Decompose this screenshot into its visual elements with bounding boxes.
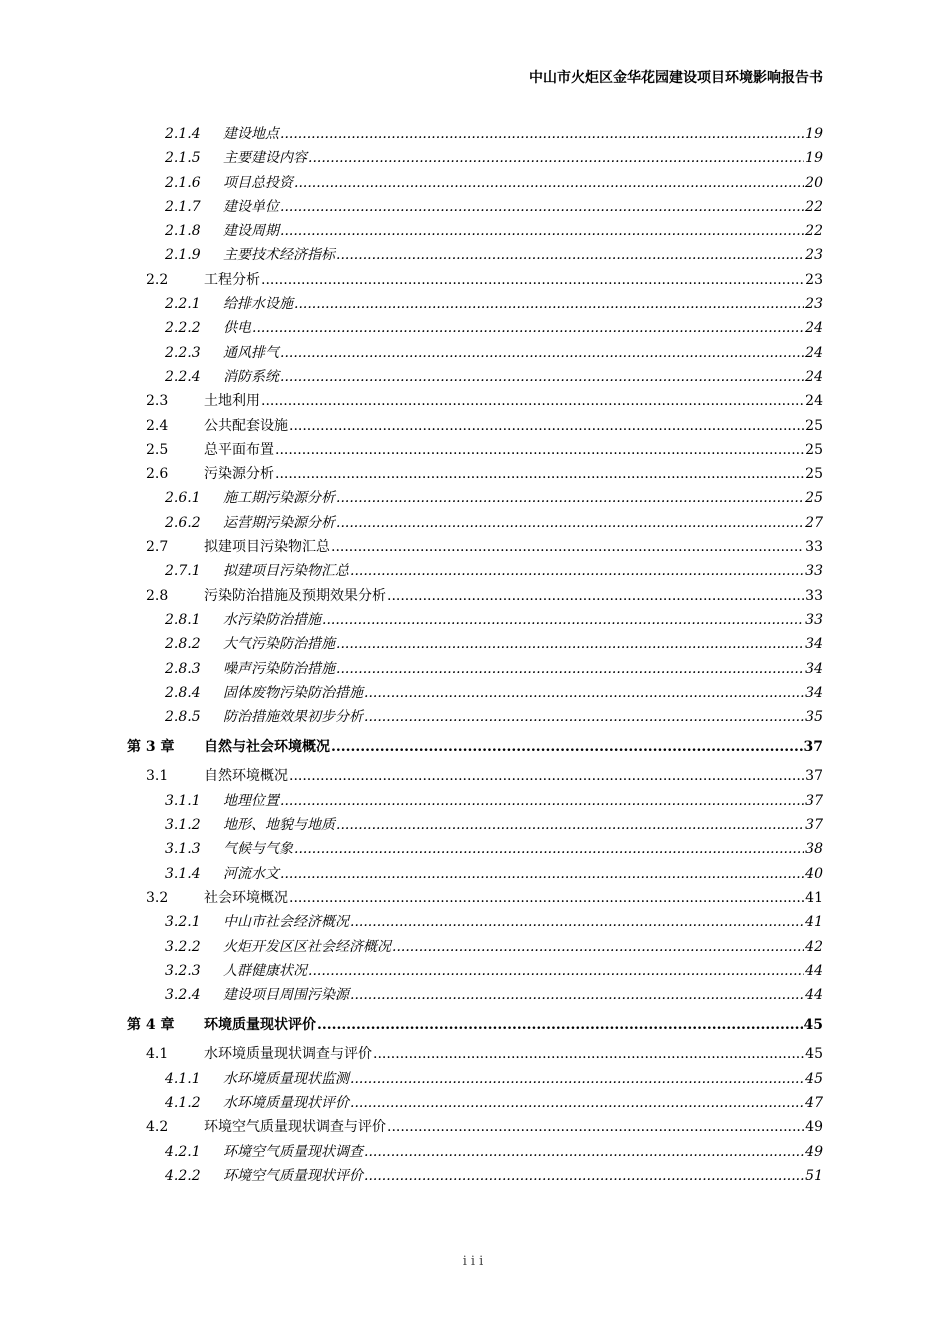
toc-entry-page: 24 [805, 320, 823, 337]
toc-entry-page: 45 [805, 1070, 823, 1087]
toc-entry-title: 固体废物污染防治措施 [223, 684, 363, 701]
toc-entry-title: 地形、地貌与地质 [223, 817, 335, 834]
toc-leader-dots [364, 705, 804, 729]
toc-leader-dots [336, 511, 804, 535]
toc-entry[interactable] [127, 1115, 823, 1139]
toc-entry-page: 37 [803, 739, 823, 756]
toc-entry-title: 社会环境概况 [204, 889, 288, 906]
toc-entry-number: 2.1.5 [165, 150, 201, 167]
toc-entry-page: 19 [805, 126, 823, 142]
toc-leader-dots [373, 1042, 804, 1066]
toc-entry[interactable] [127, 608, 823, 632]
toc-entry-page: 40 [805, 865, 823, 882]
toc-entry[interactable] [127, 813, 823, 837]
toc-entry[interactable] [127, 789, 823, 813]
toc-entry-number: 2.6.1 [165, 490, 201, 507]
toc-entry-title: 地理位置 [223, 792, 279, 809]
toc-entry-title: 中山市社会经济概况 [223, 914, 349, 931]
toc-entry-number: 2.6.2 [165, 514, 201, 531]
toc-leader-dots [280, 341, 804, 365]
toc-entry-title: 水环境质量现状调查与评价 [204, 1046, 372, 1063]
toc-entry-title: 噪声污染防治措施 [223, 660, 335, 677]
toc-leader-dots [387, 1115, 804, 1139]
toc-entry-title: 土地利用 [204, 393, 260, 410]
toc-entry-title: 防治措施效果初步分析 [223, 709, 363, 726]
toc-leader-dots [280, 365, 804, 389]
toc-entry[interactable] [127, 935, 823, 959]
toc-entry[interactable] [127, 389, 823, 413]
toc-entry-page: 49 [805, 1143, 823, 1160]
toc-entry-page: 37 [805, 792, 823, 809]
toc-entry[interactable] [127, 1091, 823, 1115]
toc-leader-dots [350, 559, 804, 583]
toc-entry-page: 25 [805, 441, 823, 458]
toc-entry-title: 建设周期 [223, 223, 279, 240]
toc-entry[interactable] [127, 1140, 823, 1164]
toc-leader-dots [275, 438, 804, 462]
toc-leader-dots [336, 243, 804, 267]
toc-leader-dots [350, 1067, 804, 1091]
toc-entry-page: 23 [805, 271, 823, 288]
toc-entry[interactable] [127, 414, 823, 438]
toc-entry-number: 2.4 [146, 417, 169, 434]
toc-leader-dots [252, 316, 804, 340]
toc-entry-number: 3.1.1 [165, 792, 201, 809]
toc-entry-title: 通风排气 [223, 344, 279, 361]
toc-entry-page: 25 [805, 466, 823, 483]
table-of-contents [127, 122, 823, 1188]
toc-entry[interactable] [127, 1067, 823, 1091]
toc-entry-title: 环境质量现状评价 [204, 1017, 316, 1034]
toc-entry-number: 2.2.1 [165, 296, 201, 313]
toc-leader-dots [317, 1008, 803, 1042]
toc-entry-page: 19 [805, 150, 823, 167]
toc-entry-title: 气候与气象 [223, 841, 293, 858]
toc-entry[interactable] [127, 341, 823, 365]
toc-entry-page: 41 [805, 889, 823, 906]
toc-leader-dots [308, 959, 804, 983]
toc-entry[interactable] [127, 438, 823, 462]
toc-entry-page: 45 [805, 1046, 823, 1063]
toc-entry-number: 3.2.4 [165, 987, 201, 1004]
toc-entry-page: 24 [805, 368, 823, 385]
toc-leader-dots [387, 584, 804, 608]
toc-entry-title: 主要建设内容 [223, 150, 307, 167]
toc-leader-dots [350, 910, 804, 934]
toc-entry-title: 施工期污染源分析 [223, 490, 335, 507]
toc-leader-dots [364, 1164, 804, 1188]
toc-entry[interactable] [127, 535, 823, 559]
toc-entry-page: 51 [805, 1167, 823, 1184]
toc-leader-dots [336, 486, 804, 510]
toc-entry-number: 2.1.8 [165, 223, 201, 240]
page-header-title: 中山市火炬区金华花园建设项目环境影响报告书 [529, 70, 823, 86]
toc-entry-title: 拟建项目污染物汇总 [223, 563, 349, 580]
toc-entry-page: 20 [805, 174, 823, 191]
toc-entry-number: 3.2.2 [165, 938, 201, 955]
toc-entry[interactable] [127, 862, 823, 886]
toc-entry-number: 2.7.1 [165, 563, 201, 580]
toc-entry-number: 第 4 章 [127, 1017, 175, 1034]
toc-entry-number: 2.2 [146, 271, 169, 288]
toc-chapter-entry[interactable] [127, 1008, 823, 1042]
toc-entry-page: 44 [805, 987, 823, 1004]
toc-entry-title: 自然环境概况 [204, 768, 288, 785]
toc-entry[interactable] [127, 219, 823, 243]
toc-leader-dots [392, 935, 804, 959]
toc-entry[interactable] [127, 1042, 823, 1066]
toc-leader-dots [289, 886, 804, 910]
toc-chapter-entry[interactable] [127, 730, 823, 764]
toc-entry-number: 4.2 [146, 1119, 169, 1136]
toc-entry-title: 建设项目周围污染源 [223, 987, 349, 1004]
toc-entry-number: 3.2.1 [165, 914, 201, 931]
toc-entry-number: 2.8 [146, 587, 169, 604]
toc-entry-number: 2.2.3 [165, 344, 201, 361]
toc-entry-number: 2.2.2 [165, 320, 201, 337]
toc-entry-number: 3.2 [146, 889, 169, 906]
toc-entry-page: 41 [805, 914, 823, 931]
toc-entry-number: 4.1.1 [165, 1070, 201, 1087]
toc-entry-title: 项目总投资 [223, 174, 293, 191]
toc-entry-title: 供电 [223, 320, 251, 337]
toc-entry-page: 27 [805, 514, 823, 531]
toc-entry-number: 4.2.2 [165, 1167, 201, 1184]
toc-entry[interactable] [127, 959, 823, 983]
toc-entry-number: 2.8.4 [165, 684, 201, 701]
toc-leader-dots [294, 292, 804, 316]
toc-entry-title: 大气污染防治措施 [223, 636, 335, 653]
toc-entry-title: 拟建项目污染物汇总 [204, 539, 330, 556]
toc-leader-dots [280, 122, 804, 146]
toc-entry[interactable] [127, 365, 823, 389]
toc-leader-dots [331, 535, 804, 559]
toc-entry-number: 3.1 [146, 768, 169, 785]
page-number: iii [462, 1254, 488, 1269]
toc-entry-number: 2.8.2 [165, 636, 201, 653]
toc-leader-dots [280, 789, 804, 813]
toc-entry-title: 环境空气质量现状调查 [223, 1143, 363, 1160]
toc-entry[interactable] [127, 268, 823, 292]
toc-leader-dots [280, 862, 804, 886]
toc-entry-title: 消防系统 [223, 368, 279, 385]
toc-entry-title: 河流水文 [223, 865, 279, 882]
toc-leader-dots [261, 389, 804, 413]
toc-entry-title: 给排水设施 [223, 296, 293, 313]
toc-entry-number: 3.1.3 [165, 841, 201, 858]
toc-leader-dots [350, 1091, 804, 1115]
toc-entry-title: 工程分析 [204, 271, 260, 288]
toc-leader-dots [336, 632, 804, 656]
toc-entry-page: 34 [805, 684, 823, 701]
toc-entry-number: 4.1.2 [165, 1094, 201, 1111]
toc-leader-dots [275, 462, 804, 486]
toc-entry-page: 24 [805, 344, 823, 361]
toc-entry-page: 44 [805, 962, 823, 979]
toc-entry-title: 运营期污染源分析 [223, 514, 335, 531]
toc-leader-dots [289, 764, 804, 788]
toc-entry-title: 环境空气质量现状评价 [223, 1167, 363, 1184]
toc-entry-page: 42 [805, 938, 823, 955]
toc-entry-number: 2.1.4 [165, 126, 201, 142]
toc-entry-title: 公共配套设施 [204, 417, 288, 434]
toc-entry-page: 33 [805, 587, 823, 604]
toc-entry-number: 4.2.1 [165, 1143, 201, 1160]
toc-entry-number: 3.2.3 [165, 962, 201, 979]
toc-entry-page: 33 [805, 563, 823, 580]
toc-entry-number: 2.8.5 [165, 709, 201, 726]
toc-leader-dots [336, 657, 804, 681]
toc-entry[interactable] [127, 171, 823, 195]
toc-entry[interactable] [127, 910, 823, 934]
toc-entry-page: 33 [805, 539, 823, 556]
toc-entry-title: 水污染防治措施 [223, 611, 321, 628]
toc-leader-dots [350, 983, 804, 1007]
toc-entry-number: 2.6 [146, 466, 169, 483]
toc-entry[interactable] [127, 764, 823, 788]
toc-entry-title: 总平面布置 [204, 441, 274, 458]
toc-entry-title: 环境空气质量现状调查与评价 [204, 1119, 386, 1136]
toc-leader-dots [294, 837, 804, 861]
toc-leader-dots [261, 268, 804, 292]
toc-entry[interactable] [127, 146, 823, 170]
toc-leader-dots [336, 813, 804, 837]
toc-entry[interactable] [127, 681, 823, 705]
toc-entry-number: 4.1 [146, 1046, 169, 1063]
toc-entry[interactable] [127, 705, 823, 729]
toc-entry-number: 3.1.4 [165, 865, 201, 882]
toc-entry-page: 49 [805, 1119, 823, 1136]
toc-entry[interactable] [127, 122, 823, 146]
toc-leader-dots [280, 219, 804, 243]
toc-entry[interactable] [127, 486, 823, 510]
toc-leader-dots [308, 146, 804, 170]
toc-entry-page: 37 [805, 768, 823, 785]
toc-entry[interactable] [127, 983, 823, 1007]
toc-entry[interactable] [127, 316, 823, 340]
toc-entry-page: 38 [805, 841, 823, 858]
toc-entry-number: 2.5 [146, 441, 169, 458]
toc-entry-page: 34 [805, 636, 823, 653]
toc-leader-dots [280, 195, 804, 219]
toc-entry-title: 火炬开发区区社会经济概况 [223, 938, 391, 955]
toc-entry-title: 水环境质量现状评价 [223, 1094, 349, 1111]
toc-entry-page: 25 [805, 490, 823, 507]
toc-entry-page: 22 [805, 198, 823, 215]
toc-leader-dots [364, 1140, 804, 1164]
toc-entry-number: 2.8.3 [165, 660, 201, 677]
toc-entry-page: 35 [805, 709, 823, 726]
toc-entry-number: 2.7 [146, 539, 169, 556]
toc-entry-page: 37 [805, 817, 823, 834]
toc-entry[interactable] [127, 886, 823, 910]
toc-entry-title: 建设地点 [223, 126, 279, 142]
toc-entry-page: 47 [805, 1094, 823, 1111]
toc-entry-page: 24 [805, 393, 823, 410]
toc-leader-dots [331, 730, 803, 764]
toc-entry[interactable] [127, 1164, 823, 1188]
toc-entry-title: 自然与社会环境概况 [204, 739, 330, 756]
toc-entry-number: 2.1.7 [165, 198, 201, 215]
toc-entry-title: 污染源分析 [204, 466, 274, 483]
toc-entry-page: 22 [805, 223, 823, 240]
toc-leader-dots [294, 171, 804, 195]
toc-entry-number: 第 3 章 [127, 739, 175, 756]
toc-entry[interactable] [127, 292, 823, 316]
toc-entry-number: 3.1.2 [165, 817, 201, 834]
toc-entry-page: 33 [805, 611, 823, 628]
toc-entry-page: 45 [803, 1017, 823, 1034]
toc-entry[interactable] [127, 462, 823, 486]
toc-entry-title: 人群健康状况 [223, 962, 307, 979]
toc-entry-title: 水环境质量现状监测 [223, 1070, 349, 1087]
toc-leader-dots [322, 608, 804, 632]
toc-entry[interactable] [127, 243, 823, 267]
toc-entry[interactable] [127, 657, 823, 681]
toc-entry-number: 2.8.1 [165, 611, 201, 628]
toc-leader-dots [364, 681, 804, 705]
toc-leader-dots [289, 414, 804, 438]
toc-entry-page: 34 [805, 660, 823, 677]
toc-entry-number: 2.1.6 [165, 174, 201, 191]
toc-entry-page: 23 [805, 296, 823, 313]
toc-entry[interactable] [127, 837, 823, 861]
toc-entry-number: 2.3 [146, 393, 169, 410]
toc-entry-title: 建设单位 [223, 198, 279, 215]
toc-entry-title: 主要技术经济指标 [223, 247, 335, 264]
toc-entry-page: 23 [805, 247, 823, 264]
toc-entry-page: 25 [805, 417, 823, 434]
toc-entry[interactable] [127, 195, 823, 219]
toc-entry[interactable] [127, 584, 823, 608]
toc-entry-title: 污染防治措施及预期效果分析 [204, 587, 386, 604]
toc-entry[interactable] [127, 559, 823, 583]
toc-entry[interactable] [127, 511, 823, 535]
toc-entry-number: 2.1.9 [165, 247, 201, 264]
toc-entry-number: 2.2.4 [165, 368, 201, 385]
toc-entry[interactable] [127, 632, 823, 656]
